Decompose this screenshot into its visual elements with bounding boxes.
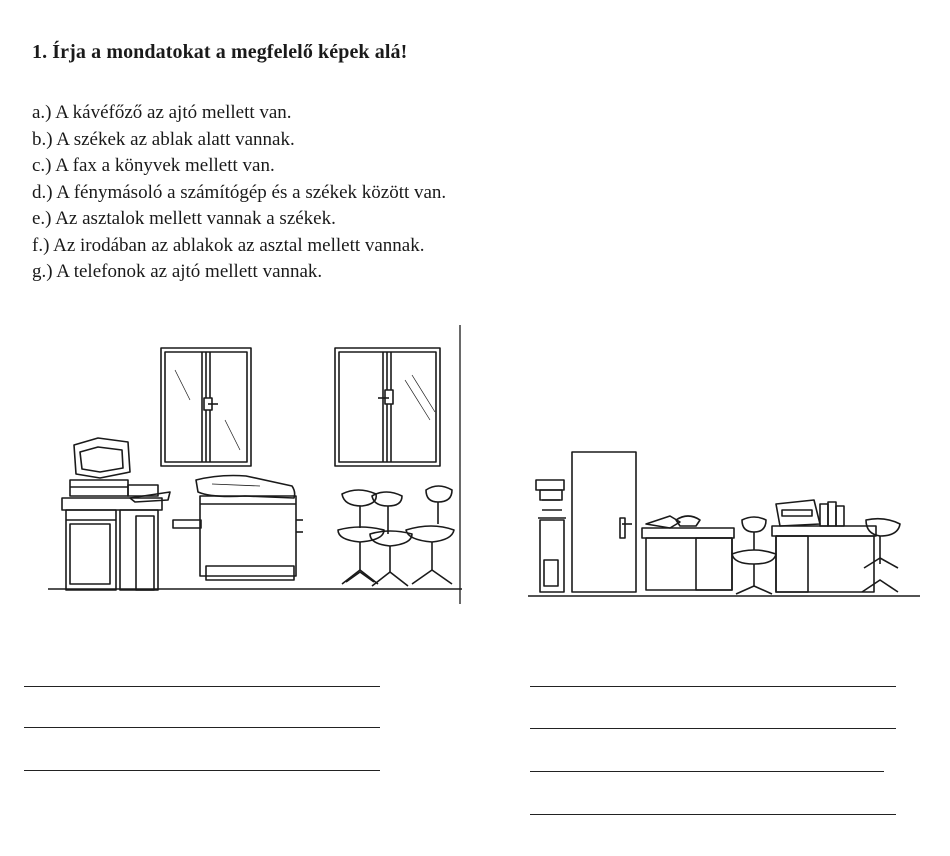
answer-line-left[interactable] <box>24 770 380 771</box>
office-chair-icon <box>406 486 454 584</box>
office-chair-icon <box>732 517 776 594</box>
sentence-g: g.) A telefonok az ajtó mellett vannak. <box>32 261 323 282</box>
office-chair-icon <box>862 519 900 592</box>
window-icon <box>335 348 440 466</box>
sentence-d: d.) A fénymásoló a számítógép és a székek között van. <box>32 181 447 203</box>
desk-icon <box>642 528 734 590</box>
desk-icon <box>772 526 876 592</box>
answer-line-right[interactable] <box>530 771 884 772</box>
sentence-b: b.) A székek az ablak alatt vannak. <box>32 128 295 150</box>
computer-desk-icon <box>62 498 162 590</box>
answer-line-left[interactable] <box>24 686 380 687</box>
sentence-c: c.) A fax a könyvek mellett van. <box>32 155 275 176</box>
books-icon <box>820 502 844 526</box>
left-office-illustration <box>40 320 470 610</box>
exercise-title: 1. Írja a mondatokat a megfelelő képek alá! <box>32 41 408 63</box>
answer-line-right[interactable] <box>530 814 896 815</box>
telephone-icon <box>646 516 700 528</box>
sentence-list <box>32 100 446 286</box>
answer-line-right[interactable] <box>530 728 896 729</box>
sentence-f: f.) Az irodában az ablakok az asztal mellett vannak. <box>32 234 425 256</box>
answer-line-right[interactable] <box>530 686 896 687</box>
sentence-e: e.) Az asztalok mellett vannak a székek. <box>32 208 336 229</box>
sentence-a: a.) A kávéfőző az ajtó mellett van. <box>32 102 292 123</box>
computer-icon <box>70 438 170 502</box>
window-icon <box>161 348 251 466</box>
right-office-illustration <box>520 440 930 610</box>
door-icon <box>572 452 636 592</box>
photocopier-icon <box>173 476 303 581</box>
coffee-maker-icon <box>536 480 566 592</box>
fax-icon <box>776 500 820 526</box>
answer-line-left[interactable] <box>24 727 380 728</box>
